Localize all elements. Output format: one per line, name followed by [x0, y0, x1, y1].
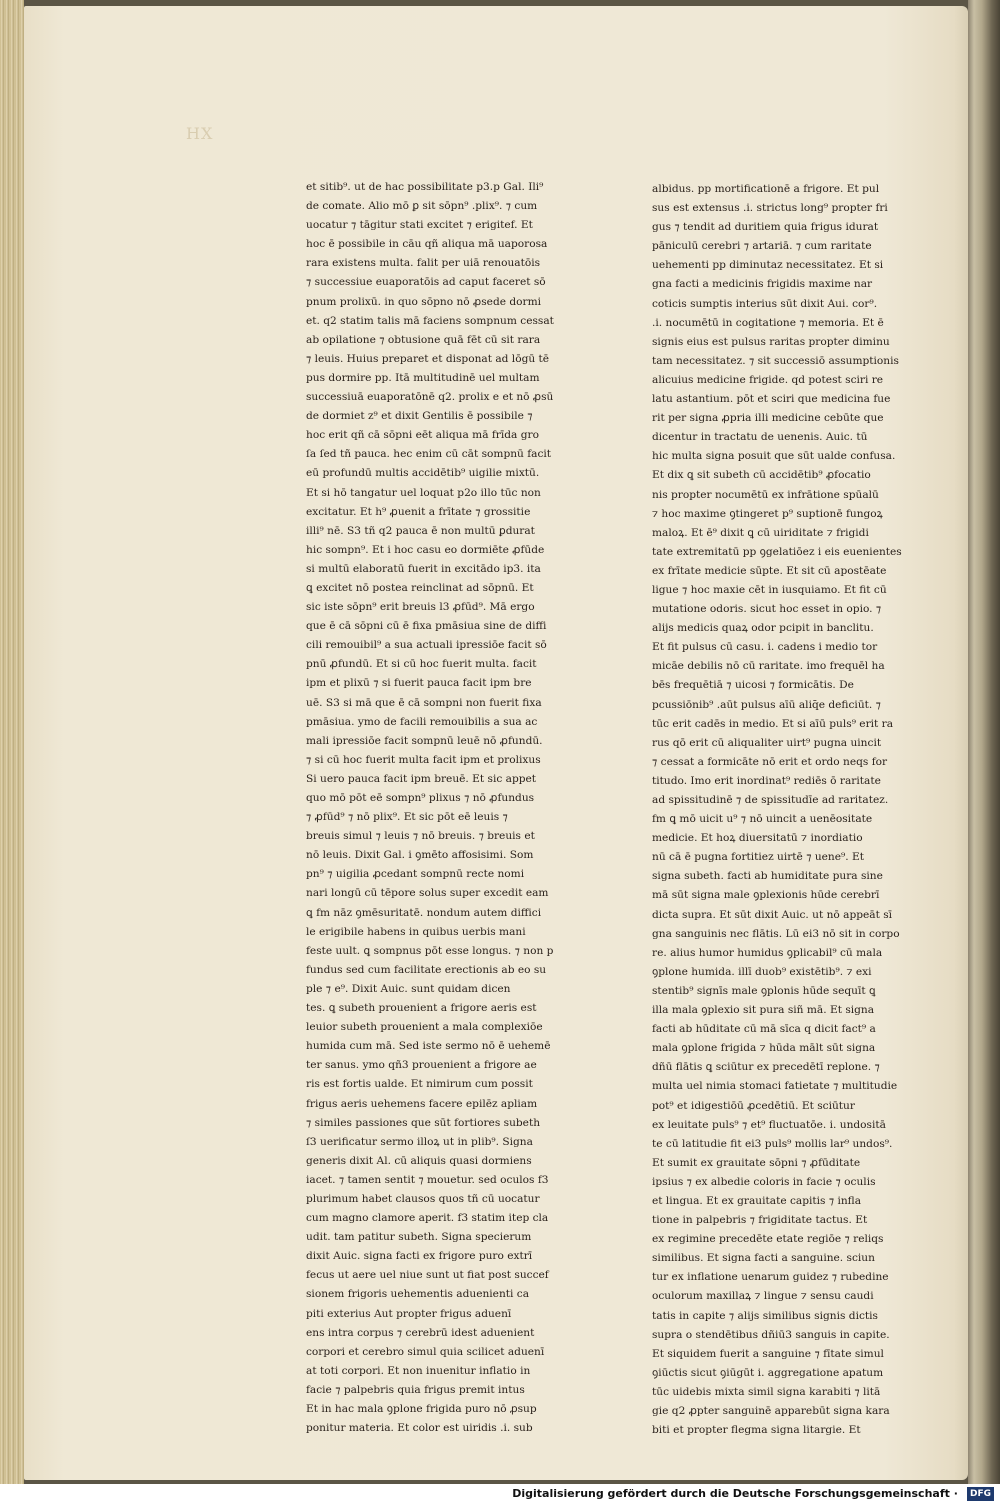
text-line: rus qō erit cū aliqualiter uirt⁹ pugna uincit — [652, 736, 882, 749]
text-line: ꝗ excitet nō postea reinclinat ad sōpnū. Et — [306, 581, 534, 594]
text-line: rit per signa ꝓpria illi medicine cebūte que — [652, 412, 884, 425]
text-line: facie ⁊ palpebris quia frigus premit intus — [306, 1383, 525, 1396]
text-line: signis eius est pulsus raritas propter diminu — [652, 335, 890, 348]
text-line: ſa ſed tñ pauca. hec enim cū cāt sompnū facit — [306, 448, 552, 461]
text-line: ⁊ hoc maxime ꝯtingeret p⁹ suptionē fungoꝝ — [652, 507, 883, 520]
text-line: iacet. ⁊ tamen sentit ⁊ mouetur. sed oculos f3 — [306, 1173, 549, 1186]
text-line: Et si hō tangatur uel loquat p2o illo tūc non — [306, 486, 541, 499]
text-line: si multū elaboratū fuerit in excitādo ip3. ita — [306, 562, 541, 575]
text-line: ſ3 uerificatur sermo illoꝝ ut in plib⁹. Signa — [306, 1135, 533, 1148]
text-line: leuior subeth prouenient a mala complexiōe — [306, 1021, 543, 1034]
text-line: supra o stendētibus dñiū3 sanguis in capite. — [652, 1328, 890, 1341]
text-line: humida cum mā. Sed iste sermo nō ē uehemē — [306, 1040, 551, 1053]
text-line: gus ⁊ tendit ad duritiem quia frigus idurat — [652, 221, 879, 234]
text-line: ex regimine precedēte etate regiōe ⁊ reliqs — [652, 1233, 884, 1246]
text-line: albidus. pp mortificationē a frigore. Et pul — [652, 183, 880, 195]
text-line: at toti corpori. Et non inuenitur inflatio in — [306, 1364, 531, 1377]
text-line: ⁊ si cū hoc fuerit multa facit ipm et prolixus — [306, 753, 541, 766]
text-line: ris est fortis ualde. Et nimirum cum possit — [306, 1078, 533, 1091]
text-line: breuis simul ⁊ leuis ⁊ nō breuis. ⁊ breuis et — [306, 830, 535, 843]
text-line: ab opilatione ⁊ obtusione quā fēt cū sit rara — [306, 333, 541, 346]
text-line: ter sanus. ymo qñ3 prouenient a frigore ae — [306, 1059, 537, 1072]
footer-bar — [0, 1484, 1000, 1504]
text-line: dicta supra. Et sūt dixit Auic. ut nō appeāt sī — [652, 908, 893, 921]
text-line: ex leuitate puls⁹ ⁊ et⁹ fluctuatōe. i. undositā — [652, 1118, 886, 1131]
text-line: Si uero pauca facit ipm breuē. Et sic appet — [306, 772, 537, 785]
text-line: cili remouibil⁹ a sua actuali ipressiōe facit sō — [306, 639, 547, 652]
text-line: ⁊ similes passiones que sūt fortiores subeth — [306, 1116, 541, 1129]
text-line: Et siquidem fuerit a sanguine ⁊ fītate simul — [652, 1347, 884, 1360]
text-line: de dormiet z⁹ et dixit Gentilis ē possibile ⁊ — [306, 410, 533, 423]
text-line: ⁊ leuis. Huius preparet et disponat ad lōgū tē — [306, 352, 550, 365]
text-line: pcussiōnib⁹ .aūt pulsus aīū aliq̄e deficiūt. ⁊ — [652, 698, 881, 711]
text-line: ꝗ fm nāz ꝯmēsuritatē. nondum autem diffici — [306, 906, 542, 919]
text-line: le erigibile habens in quibus uerbis mani — [306, 925, 526, 938]
text-line: uocatur ⁊ tāgitur stati excitet ⁊ erigitef. Et — [306, 219, 533, 232]
text-line: pus dormire pp. Itā multitudinē uel multam — [306, 371, 540, 384]
text-line: signa subeth. facti ab humiditate pura sine — [652, 870, 883, 883]
text-line: pmāsiua. ymo de facili remouibilis a sua ac — [306, 715, 538, 728]
text-line: tes. ꝗ subeth prouenient a frigore aeris est — [306, 1002, 537, 1015]
text-line: piti exterius Aut propter frigus aduenī — [306, 1307, 512, 1320]
text-line: pn⁹ ⁊ uigilia ꝓcedant sompnū recte nomi — [306, 868, 525, 881]
text-line: medicie. Et hoꝝ diuersitatū ⁊ inordiatio — [652, 832, 863, 845]
text-line: rara existens multa. falit per uiā renouatōis — [306, 257, 541, 270]
text-line: uehementi pp diminutaz necessitatez. Et si — [652, 259, 884, 272]
right-text-column — [652, 180, 907, 1440]
text-line: gna sanguinis nec flātis. Lū ei3 nō sit in corpo — [652, 927, 900, 940]
text-line: et sitib⁹. ut de hac possibilitate p3.p Gal. Ili⁹ — [306, 181, 544, 193]
text-line: pot⁹ et idigestiōū ꝓcedētiū. Et sciūtur — [652, 1099, 855, 1112]
text-line: Et fit pulsus cū casu. i. cadens i medio tor — [652, 641, 878, 654]
text-line: successiuā euaporatōnē q2. prolix e et nō ꝓsū — [306, 391, 554, 404]
text-line: generis dixit Al. cū aliquis quasi dormiens — [306, 1154, 532, 1167]
text-line: fm ꝗ mō uicit u⁹ ⁊ nō uincit a uenēositate — [652, 813, 873, 826]
text-line: sic iste sōpn⁹ erit breuis l3 ꝓfūd⁹. Mā ergo — [306, 601, 535, 614]
dfg-logo[interactable]: DFG — [967, 1487, 994, 1501]
text-line: oculorum maxillaꝝ ⁊ lingue ⁊ sensu caudi — [652, 1290, 874, 1303]
text-line: hoc erit qñ cā sōpni eēt aliqua mā frīda gro — [306, 429, 539, 442]
text-line: que ē cā sōpni cū ē fixa pmāsiua sine de diffi — [306, 620, 547, 633]
text-line: ipm et plixū ⁊ si fuerit pauca facit ipm bre — [306, 677, 532, 690]
text-line: plurimum habet clausos quos tñ cū uocatur — [306, 1192, 540, 1205]
text-line: quo mō pōt eē sompn⁹ plixus ⁊ nō ꝓfundus — [306, 792, 535, 804]
text-line: illa mala ꝯplexio sit pura siñ mā. Et signa — [652, 1004, 875, 1017]
text-line: alijs medicis quaꝝ odor pcipit in banclitu. — [652, 622, 874, 635]
text-line: ⁊ cessat a formicāte nō erit et ordo neqs for — [652, 755, 888, 768]
text-line: fundus sed cum facilitate erectionis ab eo su — [306, 963, 547, 976]
text-line: ex frītate medicie sūpte. Et sit cū apostēate — [652, 564, 887, 577]
text-line: gna facti a medicinis frigidis maxime nar — [652, 278, 873, 291]
text-line: dicentur in tractatu de uenenis. Auic. tū — [652, 431, 868, 444]
text-line: pāniculū cerebri ⁊ artariā. ⁊ cum raritate — [652, 240, 872, 253]
text-line: hic multa signa posuit que sūt ualde confusa. — [652, 450, 896, 463]
text-line: dixit Auic. signa facti ex frigore puro extrī — [306, 1250, 533, 1263]
text-line: uē. S3 si mā que ē cā sompni non fuerit fixa — [306, 696, 542, 709]
text-line: et. q2 statim talis mā faciens sompnum cessat — [306, 314, 554, 327]
book-binding-edge — [968, 0, 1000, 1484]
text-line: tatis in capite ⁊ alijs similibus signis dictis — [652, 1309, 878, 1322]
text-line: latu astantium. pōt et sciri que medicina fue — [652, 393, 891, 406]
text-line: .i. nocumētū in cogitatione ⁊ memoria. Et ē — [652, 316, 884, 329]
text-line: sionem frigoris uehementis aduenienti ca — [306, 1288, 530, 1301]
text-line: fecus ut aere uel niue sunt ut fiat post succef — [306, 1269, 549, 1282]
text-line: mā sūt signa male ꝯplexionis hūde cerebrī — [652, 889, 880, 902]
text-line: ens intra corpus ⁊ cerebrū idest aduenient — [306, 1326, 535, 1339]
text-line: ple ⁊ e⁹. Dixit Auic. sunt quidam dicen — [306, 982, 511, 995]
text-line: stentib⁹ signīs male ꝯplonis hūde sequīt ꝗ — [652, 984, 876, 997]
text-line: mala ꝯplone frigida ⁊ hūda mālt sūt signa — [652, 1042, 876, 1055]
text-line: gie q2 ꝓpter sanguinē apparebūt signa kara — [652, 1405, 890, 1417]
text-line: frigus aeris uehemens facere epilēz apliam — [306, 1097, 538, 1110]
text-line: eū profundū multis accidētib⁹ uigilie mixtū. — [306, 467, 540, 480]
text-line: udit. tam patitur subeth. Signa specierum — [306, 1231, 532, 1244]
text-line: nō leuis. Dixit Gal. i ꝯmēto affosisimi. Som — [306, 849, 534, 862]
text-line: hic sompn⁹. Et i hoc casu eo dormiēte ꝓfūde — [306, 543, 545, 556]
text-line: ꝯplone humida. illī duob⁹ existētib⁹. ⁊ exi — [652, 965, 872, 978]
text-line: alicuius medicine frigide. qd potest sciri re — [652, 373, 884, 386]
text-line: tate extremitatū pp ꝯgelatiōez i eis euenientes — [652, 545, 902, 558]
text-line: re. alius humor humidus ꝯplicabil⁹ cū mala — [652, 946, 883, 959]
text-line: facti ab hūditate cū mā sīca q dicit fact⁹ a — [652, 1023, 876, 1036]
text-line: sus est extensus .i. strictus long⁹ propter fri — [652, 202, 888, 215]
text-line: Et sumit ex grauitate sōpni ⁊ ꝓfūditate — [652, 1156, 861, 1169]
text-line: biti et propter flegma signa litargie. Et — [652, 1424, 861, 1437]
text-line: micāe debilis nō cū raritate. imo frequēl ha — [652, 660, 885, 673]
text-line: tione in palpebris ⁊ frigiditate tactus. Et — [652, 1214, 868, 1227]
text-line: illi⁹ nē. S3 tñ q2 pauca ē non multū ꝑdurat — [306, 524, 535, 537]
text-line: nū cā ē pugna fortitiez uirtē ⁊ uene⁹. Et — [652, 851, 864, 864]
text-line: maloꝝ. Et ē⁹ dixit ꝗ cū uiriditate ⁊ frigidi — [652, 526, 869, 539]
text-line: excitatur. Et h⁹ ꝓuenit a frītate ⁊ grossitie — [306, 505, 531, 518]
text-line: hoc ē possibile in cāu qñ aliqua mā uaporosa — [306, 238, 548, 251]
text-line: nari longū cū tēpore solus super excedit eam — [306, 887, 549, 900]
text-line: mutatione odoris. sicut hoc esset in opio. ⁊ — [652, 603, 882, 616]
text-line: multa uel nimia stomaci fatietate ⁊ multitudie — [652, 1080, 898, 1093]
text-line: ⁊ ꝓfūd⁹ ⁊ nō plix⁹. Et sic pōt eē leuis ⁊ — [306, 811, 508, 824]
text-line: ponitur materia. Et color est uiridis .i. sub — [306, 1422, 533, 1435]
text-line: pnum prolixū. in quo sōpno nō ꝓsede dormi — [306, 295, 542, 308]
text-line: titudo. Imo erit inordinat⁹ rediēs ō raritate — [652, 774, 881, 787]
text-line: dñū flātis ꝗ sciūtur ex precedētī replone. ⁊ — [652, 1061, 880, 1074]
text-line: ad spissitudinē ⁊ de spissitudīe ad raritatez. — [652, 794, 889, 806]
text-line: tūc uidebis mixta simil signa karabiti ⁊ litā — [652, 1385, 881, 1398]
text-line: ligue ⁊ hoc maxie cēt in iusquiamo. Et fit cū — [652, 583, 887, 596]
text-line: bēs frequētiā ⁊ uicosi ⁊ formicātis. De — [652, 679, 854, 692]
text-line: ꝯiūctis sicut ꝯiūgūt i. aggregatione apatum — [652, 1366, 884, 1379]
text-line: feste uult. ꝗ sompnus pōt esse longus. ⁊ non p — [306, 944, 554, 957]
text-line: cum magno clamore aperit. f3 statim itep cla — [306, 1212, 549, 1225]
text-line: nis propter nocumētū ex infrātione spūalū — [652, 488, 879, 501]
page-stack-left-edge — [0, 0, 24, 1484]
text-line: Et in hac mala ꝯplone frigida puro nō ꝓsup — [306, 1403, 537, 1415]
left-text-column — [306, 178, 556, 1438]
text-line: ipsius ⁊ ex albedie coloris in facie ⁊ oculis — [652, 1175, 876, 1188]
text-line: tūc erit cadēs in medio. Et si aīū puls⁹ erit ra — [652, 717, 894, 730]
footer-credit: Digitalisierung gefördert durch die Deutsche Forschungsgemeinschaft · — [512, 1487, 958, 1500]
text-line: Et dix ꝗ sit subeth cū accidētib⁹ ꝓfocatio — [652, 469, 871, 482]
folio-mark: HX — [186, 124, 214, 143]
text-line: et lingua. Et ex grauitate capitis ⁊ infla — [652, 1194, 862, 1207]
text-line: tam necessitatez. ⁊ sit successiō assumptionis — [652, 354, 899, 367]
text-line: coticis sumptis interius sūt dixit Aui. cor⁹. — [652, 297, 878, 310]
text-line: tur ex inflatione uenarum guidez ⁊ rubedine — [652, 1271, 889, 1284]
text-line: mali ipressiōe facit sompnū leuē nō ꝓfundū. — [306, 734, 543, 747]
text-line: ⁊ successiue euaporatōis ad caput faceret sō — [306, 276, 546, 289]
text-line: corpori et cerebro simul quia scilicet aduenī — [306, 1345, 545, 1358]
text-line: similibus. Et signa facti a sanguine. sciun — [652, 1252, 875, 1265]
text-line: de comate. Alio mō ꝑ sit sōpn⁹ .plix⁹. ⁊ cum — [306, 200, 538, 213]
text-line: te cū latitudie fit ei3 puls⁹ mollis lar⁹ undos⁹. — [652, 1137, 893, 1150]
text-line: pnū ꝓfundū. Et si cū hoc fuerit multa. facit — [306, 658, 537, 671]
